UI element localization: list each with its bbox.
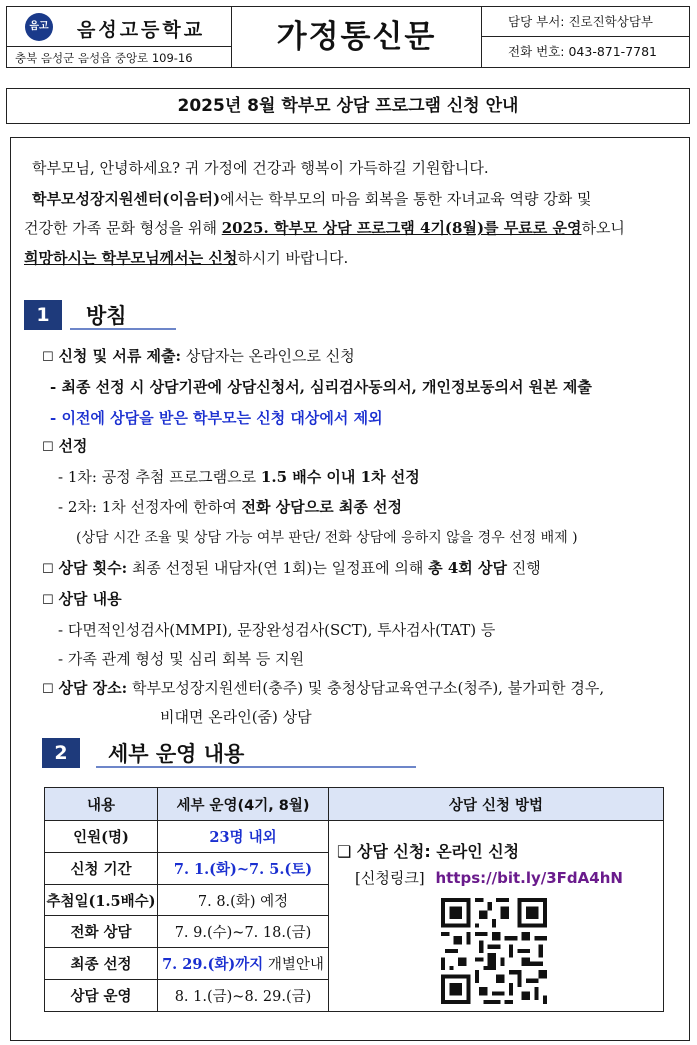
item-text: - 1차: 공정 추첨 프로그램으로 — [58, 468, 261, 486]
apply-highlight: 희망하시는 학부모님께서는 신청 — [24, 249, 238, 267]
row-label: 전화 상담 — [45, 916, 158, 948]
method-cell — [329, 821, 664, 1012]
item-text: 진행 — [506, 559, 541, 577]
method-title — [337, 839, 519, 862]
row-value: 7. 9.(수)~7. 18.(금) — [158, 916, 329, 948]
checkbox-icon: ☐ — [42, 440, 54, 455]
item-text: 최종 선정된 내담자(연 1회)는 일정표에 의해 — [127, 559, 429, 577]
intro-line-3 — [24, 247, 348, 268]
section-underline — [96, 766, 416, 768]
table-header: 세부 운영(4기, 8월) — [158, 788, 329, 821]
item-label: 신청 및 서류 제출: — [58, 347, 182, 365]
section-number: 1 — [24, 300, 62, 330]
place-item — [42, 677, 604, 698]
item-label: 상담 장소: — [58, 679, 128, 697]
checkbox-icon: ☐ — [42, 562, 54, 577]
letterhead — [6, 6, 690, 68]
apply-item — [42, 345, 355, 366]
phone-number: 전화 번호: 043-871-7781 — [508, 44, 658, 59]
program-highlight: 2025. 학부모 상담 프로그램 4기(8월)를 무료로 운영 — [221, 219, 582, 237]
row-label: 인원(명) — [45, 821, 158, 853]
row-value: 7. 1.(화)~7. 5.(토) — [158, 852, 329, 884]
intro-line-2 — [24, 217, 625, 238]
row-value: 23명 내외 — [158, 821, 329, 853]
place-online: 비대면 온라인(줌) 상담 — [160, 708, 312, 726]
greeting: 학부모님, 안녕하세요? 귀 가정에 건강과 행복이 가득하길 기원합니다. — [32, 159, 489, 177]
count-item — [42, 557, 541, 578]
document-title: 2025년 8월 학부모 상담 프로그램 신청 안내 — [6, 88, 690, 124]
item-highlight: 1.5 배수 이내 1차 선정 — [260, 468, 420, 486]
table-header: 상담 신청 방법 — [329, 788, 664, 821]
section-underline — [70, 328, 176, 330]
school-name: 음성고등학교 — [77, 19, 206, 41]
intro-text: 하시기 바랍니다. — [237, 249, 349, 267]
intro-line-1 — [32, 188, 592, 209]
content-item — [42, 588, 122, 609]
row-value — [158, 948, 329, 980]
intro-text: 건강한 가족 문화 형성을 위해 — [24, 219, 222, 237]
final-note: 개별안내 — [263, 957, 324, 974]
item-text: 상담자는 온라인으로 신청 — [181, 347, 355, 365]
item-label: 상담 횟수: — [58, 559, 128, 577]
table-header: 내용 — [45, 788, 158, 821]
row-label: 추첨일(1.5배수) — [45, 884, 158, 916]
school-name-box — [7, 7, 231, 47]
item-text: - 2차: 1차 선정자에 한하여 — [58, 498, 242, 516]
select-round-1 — [58, 466, 420, 487]
apply-subitem: - 최종 선정 시 상담기관에 상담신청서, 심리검사동의서, 개인정보동의서 원본 제출 — [50, 378, 592, 396]
intro-text: 에서는 학부모의 마음 회복을 통한 자녀교육 역량 강화 및 — [220, 190, 592, 208]
checkbox-icon: ☐ — [42, 350, 54, 365]
row-label: 신청 기간 — [45, 852, 158, 884]
apply-link-row — [355, 867, 623, 888]
checkbox-icon: ☐ — [42, 682, 54, 697]
item-label: 상담 내용 — [58, 590, 122, 608]
item-text: 학부모성장지원센터(충주) 및 충청상담교육연구소(청주), 불가피한 경우, — [131, 679, 605, 697]
school-address: 충북 음성군 음성읍 중앙로 109-16 — [15, 51, 193, 65]
final-date: 7. 29.(화)까지 — [162, 956, 264, 974]
select-round-2 — [58, 496, 402, 517]
row-value: 7. 8.(화) 예정 — [158, 884, 329, 916]
content-support: - 가족 관계 형성 및 심리 회복 등 지원 — [58, 650, 305, 668]
newsletter-title: 가정통신문 — [232, 7, 482, 67]
link-label: [신청링크] — [355, 869, 425, 887]
qr-code-icon[interactable] — [441, 898, 547, 1004]
section-title: 세부 운영 내용 — [108, 742, 245, 766]
intro-text: 하오니 — [581, 219, 625, 237]
contact-info — [482, 7, 690, 67]
row-label: 상담 운영 — [45, 980, 158, 1012]
center-name: 학부모성장지원센터(이음터) — [32, 190, 221, 208]
item-label: 선정 — [58, 437, 88, 455]
row-value: 8. 1.(금)~8. 29.(금) — [158, 980, 329, 1012]
department: 담당 부서: 진로진학상담부 — [482, 7, 690, 37]
item-highlight: 전화 상담으로 최종 선정 — [241, 498, 403, 516]
section-title: 방침 — [86, 304, 127, 328]
select-item — [42, 435, 87, 456]
schedule-table — [44, 787, 664, 1012]
table-row — [45, 821, 664, 853]
section-number: 2 — [42, 738, 80, 768]
checkbox-icon: ❑ — [337, 842, 352, 861]
select-note: (상담 시간 조율 및 상담 가능 여부 판단/ 전화 상담에 응하지 않을 경우 선정 배제 ) — [76, 530, 578, 546]
checkbox-icon: ☐ — [42, 593, 54, 608]
school-logo-icon: 음고 — [25, 13, 53, 41]
row-label: 최종 선정 — [45, 948, 158, 980]
apply-link[interactable]: https://bit.ly/3FdA4hN — [435, 869, 623, 887]
table-header-row — [45, 788, 664, 821]
apply-exclusion: - 이전에 상담을 받은 학부모는 신청 대상에서 제외 — [50, 409, 383, 427]
method-title-text: 상담 신청: 온라인 신청 — [356, 842, 520, 861]
item-highlight: 총 4회 상담 — [428, 559, 507, 577]
content-tests: - 다면적인성검사(MMPI), 문장완성검사(SCT), 투사검사(TAT) 등 — [58, 621, 496, 639]
school-info — [7, 7, 232, 67]
